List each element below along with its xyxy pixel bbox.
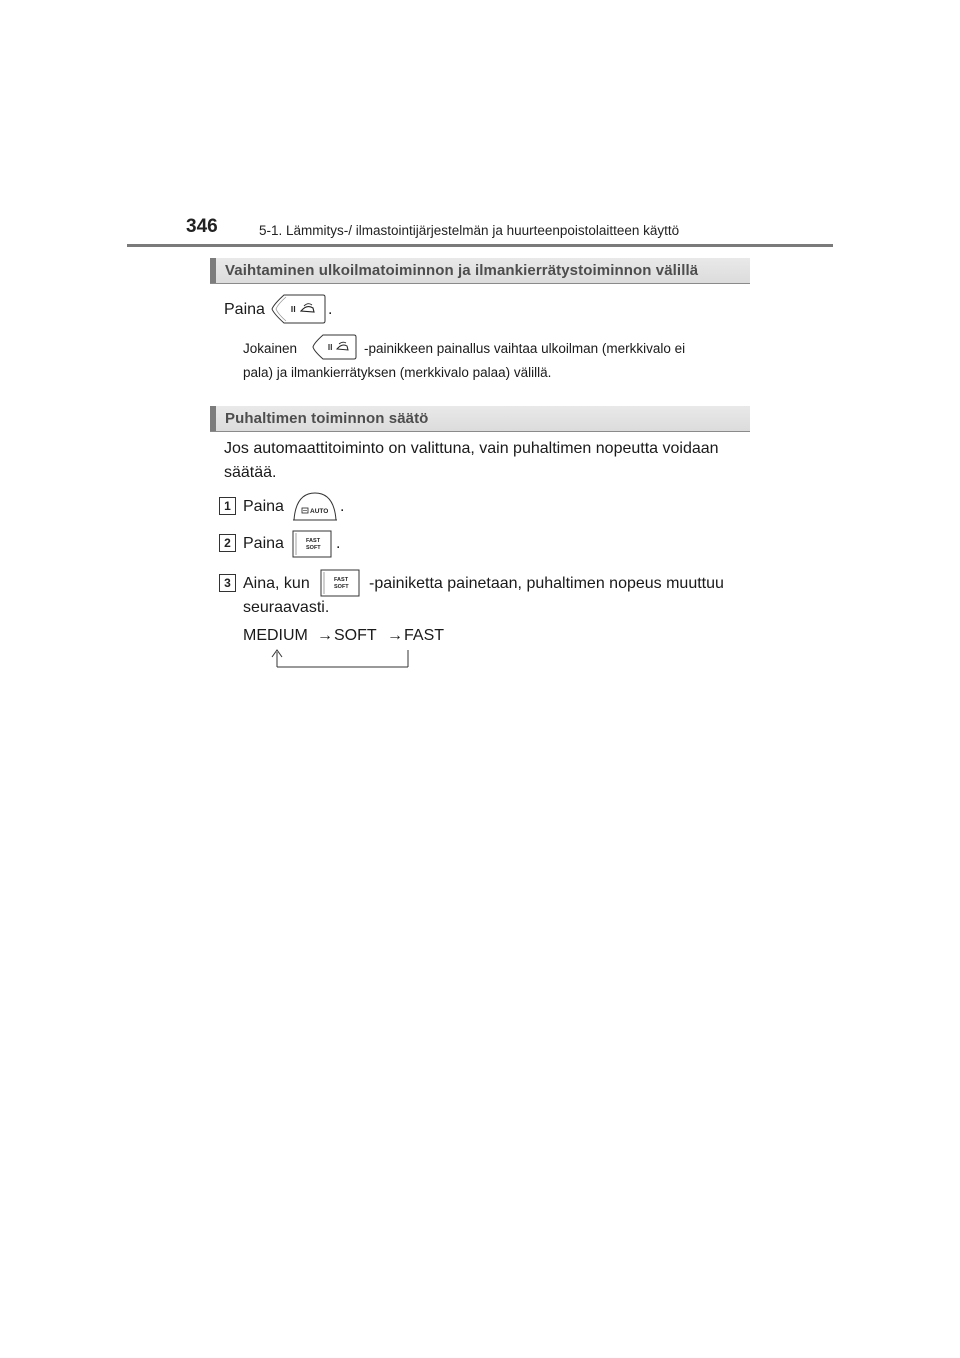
fast-label: FAST [306,538,321,544]
section-title: Vaihtaminen ulkoilmatoiminnon ja ilmankierrätystoiminnon välillä [225,262,699,279]
fast-soft-button-icon [320,569,360,597]
fast-label: FAST [334,577,349,583]
step-number: 2 [219,534,236,552]
step-text-after: -painiketta painetaan, puhaltimen nopeus muuttuu [369,575,724,592]
cycle-soft: SOFT [334,627,377,644]
recirculation-button-icon [270,294,326,324]
step-text-before: Aina, kun [243,575,310,592]
fast-soft-button-icon [292,530,332,558]
press-end: . [328,301,333,318]
header-rule [127,244,833,247]
step-number: 3 [219,574,236,592]
auto-label: AUTO [310,508,329,515]
cycle-medium: MEDIUM [243,627,308,644]
cycle-return-arrow-icon [265,648,415,672]
intro-line2: säätää. [224,464,277,481]
page-number: 346 [186,216,218,237]
section-heading-fan [210,406,750,432]
intro-line1: Jos automaattitoiminto on valittuna, vain puhaltimen nopeutta voidaan [224,440,719,457]
press-label: Paina [224,301,265,318]
auto-button-icon [292,491,338,521]
cycle-fast: FAST [404,627,445,644]
section-accent [210,406,216,431]
note-line2: pala) ja ilmankierrätyksen (merkkivalo palaa) välillä. [243,365,552,380]
soft-label: SOFT [306,545,321,551]
cycle-arrow-icon: → [317,627,333,644]
chapter-title: 5-1. Lämmitys-/ ilmastointijärjestelmän ja huurteenpoistolaitteen käyttö [259,223,680,238]
section-accent [210,258,216,283]
soft-label: SOFT [334,584,349,590]
section-heading-air-intake [210,258,750,284]
step-end: . [340,498,345,515]
note-line1: -painikkeen painallus vaihtaa ulkoilman (merkkivalo ei [364,341,686,356]
cycle-arrow-icon: → [387,627,403,644]
recirculation-button-icon [311,334,357,360]
step-text: Paina [243,535,284,552]
step-end: . [336,535,341,552]
note-prefix: Jokainen [243,341,298,356]
step-text-line2: seuraavasti. [243,599,330,616]
step-text: Paina [243,498,284,515]
section-title: Puhaltimen toiminnon säätö [225,410,429,427]
step-number: 1 [219,497,236,515]
